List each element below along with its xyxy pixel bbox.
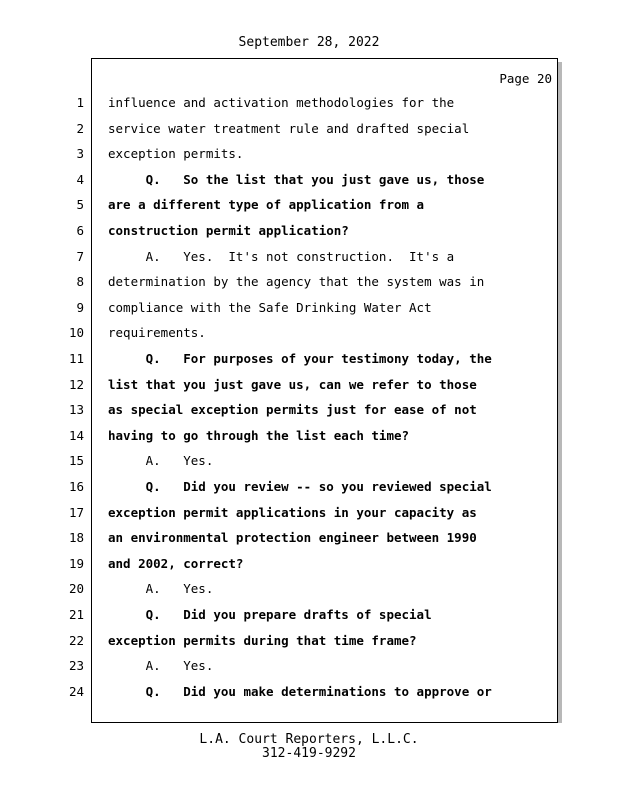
transcript-line bbox=[0, 322, 618, 344]
line-number: 12 bbox=[68, 376, 84, 392]
transcript-line bbox=[0, 194, 618, 216]
line-text: exception permit applications in your capacity as bbox=[108, 504, 477, 520]
line-text: as special exception permits just for ease of not bbox=[108, 402, 477, 418]
line-text: Q. Did you review -- so you reviewed special bbox=[108, 479, 492, 494]
transcript-line bbox=[0, 553, 618, 575]
transcript-date: September 28, 2022 bbox=[238, 35, 380, 50]
line-number: 7 bbox=[76, 248, 84, 264]
line-number: 8 bbox=[76, 274, 84, 290]
transcript-line bbox=[0, 578, 618, 600]
transcript-line bbox=[0, 169, 618, 191]
line-text: determination by the agency that the system was in bbox=[108, 274, 485, 290]
transcript-line bbox=[0, 502, 618, 524]
transcript-line bbox=[0, 118, 618, 140]
line-number: 17 bbox=[68, 504, 84, 520]
line-number: 16 bbox=[68, 479, 84, 494]
transcript-line bbox=[0, 450, 618, 472]
line-number: 21 bbox=[68, 607, 84, 622]
transcript-line bbox=[0, 143, 618, 165]
line-text: exception permits. bbox=[108, 146, 244, 162]
line-number: 22 bbox=[68, 632, 84, 648]
transcript-line bbox=[0, 374, 618, 396]
line-text: A. Yes. bbox=[108, 453, 214, 469]
line-text: list that you just gave us, can we refer to those bbox=[108, 376, 477, 392]
line-text: A. Yes. bbox=[108, 581, 214, 597]
line-text: Q. Did you make determinations to approve or bbox=[108, 683, 492, 699]
line-number: 11 bbox=[68, 351, 84, 366]
line-text: Q. For purposes of your testimony today, the bbox=[108, 351, 492, 366]
line-text: construction permit application? bbox=[108, 223, 349, 238]
line-text: requirements. bbox=[108, 325, 206, 341]
transcript-line bbox=[0, 604, 618, 626]
line-text: compliance with the Safe Drinking Water Act bbox=[108, 299, 432, 315]
line-number: 2 bbox=[76, 120, 84, 136]
line-text: having to go through the list each time? bbox=[108, 427, 410, 443]
transcript-line bbox=[0, 476, 618, 498]
footer-phone: 312-419-9292 bbox=[262, 746, 356, 761]
line-number: 10 bbox=[68, 325, 84, 341]
transcript-line bbox=[0, 425, 618, 447]
transcript-line bbox=[0, 681, 618, 703]
line-number: 5 bbox=[76, 197, 84, 213]
line-text: Q. Did you prepare drafts of special bbox=[108, 607, 432, 622]
transcript-line bbox=[0, 246, 618, 268]
transcript-line bbox=[0, 527, 618, 549]
line-text: influence and activation methodologies for the bbox=[108, 95, 455, 110]
transcript-line bbox=[0, 348, 618, 370]
transcript-line bbox=[0, 92, 618, 114]
transcript-line bbox=[0, 399, 618, 421]
line-number: 9 bbox=[76, 299, 84, 315]
line-text: exception permits during that time frame? bbox=[108, 632, 417, 648]
page-number: Page 20 bbox=[499, 71, 552, 86]
line-number: 23 bbox=[68, 658, 84, 674]
line-text: are a different type of application from a bbox=[108, 197, 425, 213]
line-text: A. Yes. bbox=[108, 658, 214, 674]
line-number: 14 bbox=[68, 427, 84, 443]
line-text: A. Yes. It's not construction. It's a bbox=[108, 248, 455, 264]
line-number: 15 bbox=[68, 453, 84, 469]
line-number: 3 bbox=[76, 146, 84, 162]
line-number: 20 bbox=[68, 581, 84, 597]
footer bbox=[0, 733, 618, 761]
line-number: 24 bbox=[68, 683, 84, 699]
line-number: 13 bbox=[68, 402, 84, 418]
transcript-line bbox=[0, 297, 618, 319]
line-number: 18 bbox=[68, 530, 84, 546]
transcript-line bbox=[0, 630, 618, 652]
line-text: service water treatment rule and drafted special bbox=[108, 120, 470, 136]
line-text: Q. So the list that you just gave us, those bbox=[108, 171, 485, 187]
transcript-line bbox=[0, 220, 618, 242]
transcript-line bbox=[0, 655, 618, 677]
line-number: 19 bbox=[68, 555, 84, 571]
line-number: 1 bbox=[76, 95, 84, 110]
line-number: 4 bbox=[76, 171, 84, 187]
line-number: 6 bbox=[76, 223, 84, 238]
line-text: an environmental protection engineer between 1990 bbox=[108, 530, 477, 546]
footer-company: L.A. Court Reporters, L.L.C. bbox=[199, 732, 419, 747]
transcript-line bbox=[0, 271, 618, 293]
line-text: and 2002, correct? bbox=[108, 555, 244, 571]
